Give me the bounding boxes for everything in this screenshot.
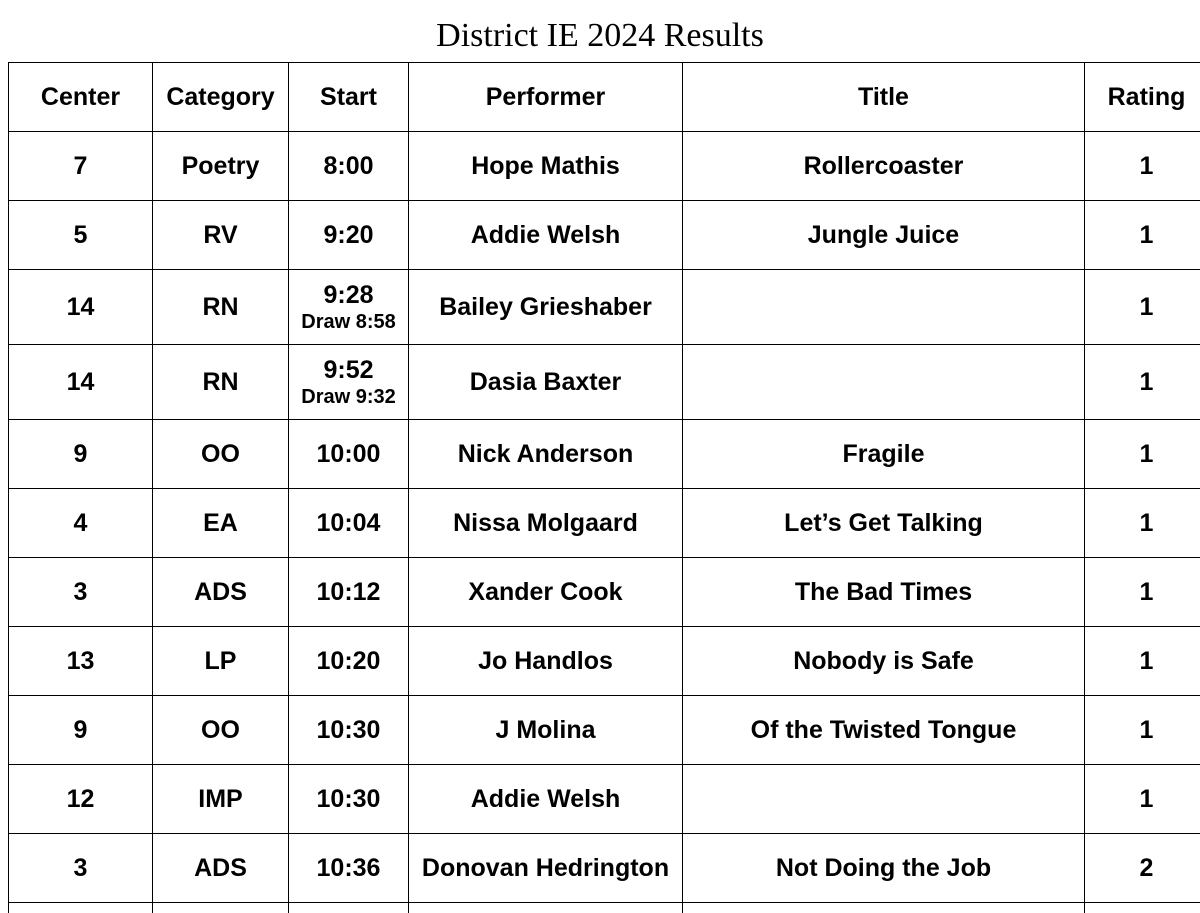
cell-start: 10:30 bbox=[289, 765, 409, 834]
cell-performer: Xander Cook bbox=[409, 558, 683, 627]
cell-category: LP bbox=[153, 627, 289, 696]
header-title: Title bbox=[683, 63, 1085, 132]
cell-start: 10:12 bbox=[289, 558, 409, 627]
cell-category: Poetry bbox=[153, 132, 289, 201]
cell-rating: 1 bbox=[1085, 201, 1200, 270]
cell-title: Rollercoaster bbox=[683, 132, 1085, 201]
table-row bbox=[9, 765, 1200, 834]
cell-performer: Nissa Molgaard bbox=[409, 489, 683, 558]
cell-rating: 1 bbox=[1085, 627, 1200, 696]
cell-title bbox=[683, 270, 1085, 345]
cell-performer: Addie Welsh bbox=[409, 201, 683, 270]
cell-title: Jungle Juice bbox=[683, 201, 1085, 270]
cell-title: Fragile bbox=[683, 420, 1085, 489]
cell-start: 10:04 bbox=[289, 489, 409, 558]
cell-center: 14 bbox=[9, 270, 153, 345]
table-row bbox=[9, 489, 1200, 558]
header-performer: Performer bbox=[409, 63, 683, 132]
start-time: 9:52 bbox=[289, 355, 408, 385]
cell-rating: 1 bbox=[1085, 696, 1200, 765]
table-row bbox=[9, 345, 1200, 420]
cell-category: ADS bbox=[153, 558, 289, 627]
table-row bbox=[9, 132, 1200, 201]
header-category: Category bbox=[153, 63, 289, 132]
cell-performer: Addie Welsh bbox=[409, 765, 683, 834]
results-table bbox=[8, 62, 1200, 913]
page-title: District IE 2024 Results bbox=[0, 14, 1200, 58]
cell-center: 3 bbox=[9, 834, 153, 903]
cell-performer: Jo Handlos bbox=[409, 627, 683, 696]
cell-performer: Donovan Hedrington bbox=[409, 834, 683, 903]
cell-start: 10:00 bbox=[289, 420, 409, 489]
cell-start: 10:30 bbox=[289, 696, 409, 765]
cell-rating: 2 bbox=[1085, 834, 1200, 903]
cell-performer: Nick Anderson bbox=[409, 420, 683, 489]
cell-rating: 1 bbox=[1085, 765, 1200, 834]
cell-center: 3 bbox=[9, 558, 153, 627]
cell-title bbox=[683, 345, 1085, 420]
table-row-partial bbox=[9, 903, 1200, 913]
cell-performer: Hope Mathis bbox=[409, 132, 683, 201]
cell-category: RN bbox=[153, 345, 289, 420]
cell-category: IMP bbox=[153, 765, 289, 834]
cell-category: EA bbox=[153, 489, 289, 558]
cell-center: 9 bbox=[9, 420, 153, 489]
cell-start bbox=[289, 270, 409, 345]
draw-time: Draw 9:32 bbox=[289, 385, 408, 409]
draw-time: Draw 8:58 bbox=[289, 310, 408, 334]
cell-center: 7 bbox=[9, 132, 153, 201]
cell-rating: 1 bbox=[1085, 345, 1200, 420]
cell-start bbox=[289, 345, 409, 420]
header-rating: Rating bbox=[1085, 63, 1200, 132]
cell-start: 10:20 bbox=[289, 627, 409, 696]
cell-performer: Bailey Grieshaber bbox=[409, 270, 683, 345]
cell-title: The Bad Times bbox=[683, 558, 1085, 627]
header-row bbox=[9, 63, 1200, 132]
cell-rating: 1 bbox=[1085, 489, 1200, 558]
table-row bbox=[9, 696, 1200, 765]
cell-center: 9 bbox=[9, 696, 153, 765]
cell-center: 13 bbox=[9, 627, 153, 696]
cell-center: 4 bbox=[9, 489, 153, 558]
cell-rating: 1 bbox=[1085, 132, 1200, 201]
cell-category: OO bbox=[153, 420, 289, 489]
table-row bbox=[9, 270, 1200, 345]
header-center: Center bbox=[9, 63, 153, 132]
cell-start: 8:00 bbox=[289, 132, 409, 201]
cell-rating: 1 bbox=[1085, 420, 1200, 489]
cell-title bbox=[683, 765, 1085, 834]
cell-rating: 1 bbox=[1085, 270, 1200, 345]
cell-start: 10:36 bbox=[289, 834, 409, 903]
cell-title: Nobody is Safe bbox=[683, 627, 1085, 696]
cell-performer: Dasia Baxter bbox=[409, 345, 683, 420]
cell-start: 9:20 bbox=[289, 201, 409, 270]
table-row bbox=[9, 201, 1200, 270]
cell-center: 12 bbox=[9, 765, 153, 834]
table-row bbox=[9, 420, 1200, 489]
cell-center: 14 bbox=[9, 345, 153, 420]
table-row bbox=[9, 558, 1200, 627]
cell-category: OO bbox=[153, 696, 289, 765]
cell-title: Not Doing the Job bbox=[683, 834, 1085, 903]
cell-category: RN bbox=[153, 270, 289, 345]
header-start: Start bbox=[289, 63, 409, 132]
cell-title: Let’s Get Talking bbox=[683, 489, 1085, 558]
table-row bbox=[9, 627, 1200, 696]
cell-rating: 1 bbox=[1085, 558, 1200, 627]
start-time: 9:28 bbox=[289, 280, 408, 310]
cell-category: ADS bbox=[153, 834, 289, 903]
cell-center: 5 bbox=[9, 201, 153, 270]
table-row bbox=[9, 834, 1200, 903]
cell-performer: J Molina bbox=[409, 696, 683, 765]
cell-category: RV bbox=[153, 201, 289, 270]
cell-title: Of the Twisted Tongue bbox=[683, 696, 1085, 765]
